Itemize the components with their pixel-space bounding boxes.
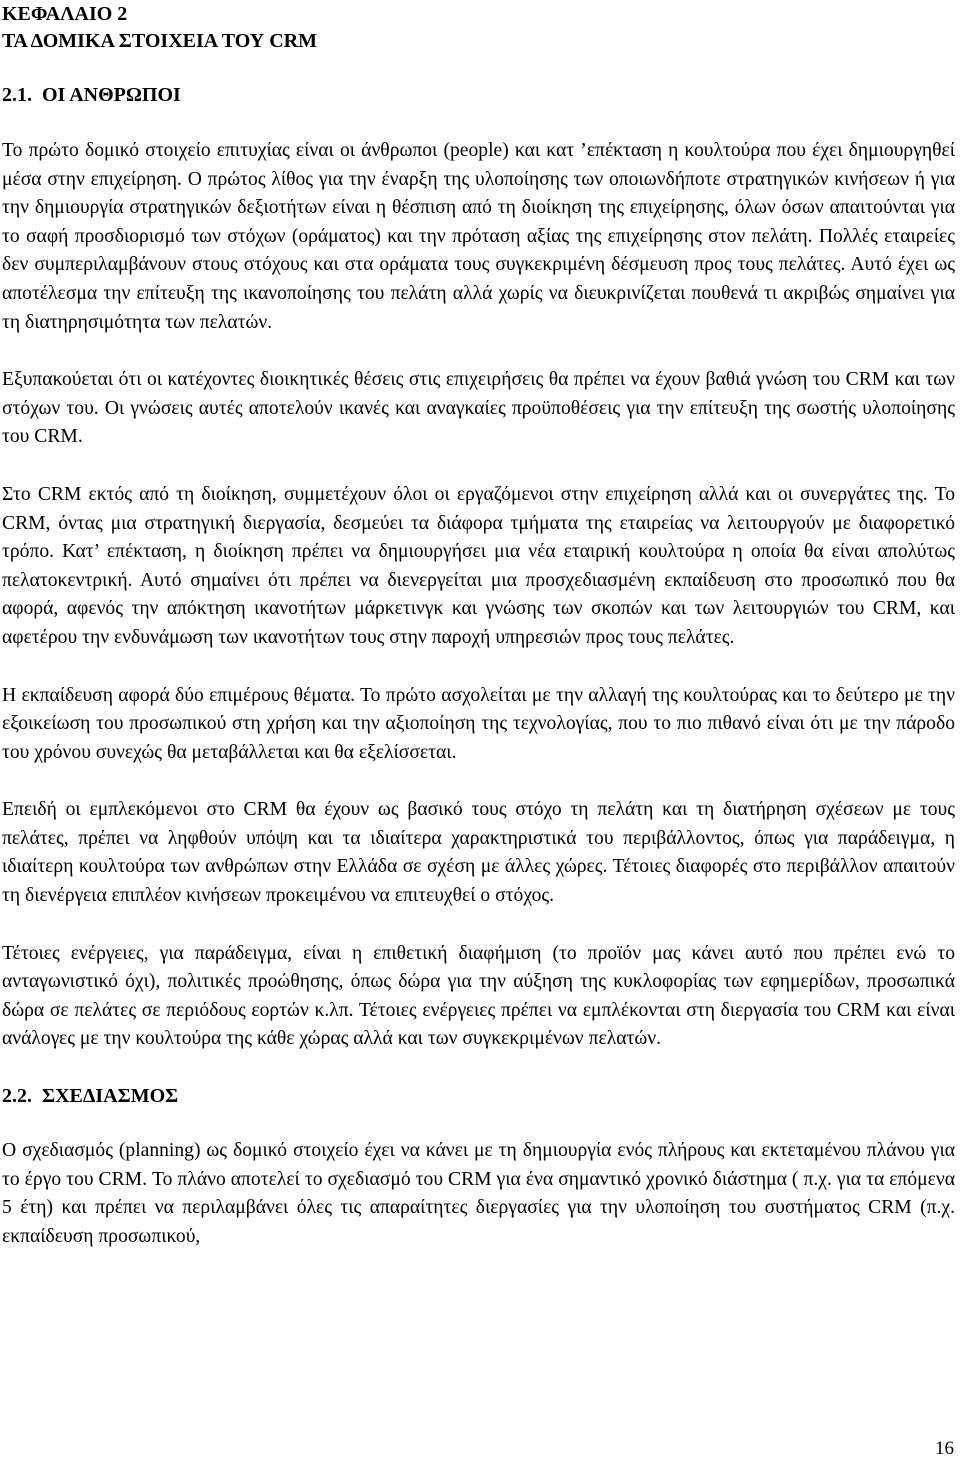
chapter-header <box>2 0 955 55</box>
paragraph-people-4: Η εκπαίδευση αφορά δύο επιμέρους θέματα. Το πρώτο ασχολείται με την αλλαγή της κουλτούρας και το δεύτερο με την εξοικείωση του προσωπικού στη χρήση και την αξιοποίηση της τεχνολογίας, που το πιο πιθανό είναι ότι με την πάροδο του χρόνου συνεχώς θα μεταβάλλεται και θα εξελίσσεται. <box>2 684 955 763</box>
chapter-title: ΤΑ ΔΟΜΙΚΑ ΣΤΟΙΧΕΙΑ ΤΟΥ CRM <box>2 30 317 52</box>
page-number: 16 <box>935 1438 954 1459</box>
section-people <box>2 82 955 1054</box>
section-heading-planning: 2.2. ΣΧΕΔΙΑΣΜΟΣ <box>2 1085 179 1108</box>
chapter-label: ΚΕΦΑΛΑΙΟ 2 <box>2 3 128 25</box>
document-page <box>2 0 955 1251</box>
paragraph-people-6: Τέτοιες ενέργειες, για παράδειγμα, είναι η επιθετική διαφήμιση (το προϊόν μας κάνει αυτό που πρέπει ενώ το ανταγωνιστικό όχι), πολιτικές προώθησης, όπως δώρα για την αύξηση της κυκλοφορίας των εφημερίδων, προσωπικά δώρα σε πελάτες σε περιόδους εορτών κ.λπ. Τέτοιες ενέργειες πρέπει να εμπλέκονται στη διεργασία του CRM και είναι ανάλογες με την κουλτούρα της κάθε χώρας αλλά και των συγκεκριμένων πελατών. <box>2 942 955 1050</box>
paragraph-planning-1: Ο σχεδιασμός (planning) ως δομικό στοιχείο έχει να κάνει με τη δημιουργία ενός πλήρους και εκτεταμένου πλάνου για το έργο του CRM. Το πλάνο αποτελεί το σχεδιασμό του CRM για ένα σημαντικό χρονικό διάστημα ( π.χ. για τα επόμενα 5 έτη) και πρέπει να περιλαμβάνει όλες τις απαραίτητες διεργασίες για την υλοποίηση του συστήματος CRM (π.χ. εκπαίδευση προσωπικού, <box>2 1140 955 1247</box>
section-heading-people: 2.1. ΟΙ ΑΝΘΡΩΠΟΙ <box>2 84 181 106</box>
paragraph-people-3: Στο CRM εκτός από τη διοίκηση, συμμετέχουν όλοι οι εργαζόμενοι στην επιχείρηση αλλά και οι συνεργάτες της. Το CRM, όντας μια στρατηγική διεργασία, δεσμεύει τα διάφορα τμήματα της εταιρείας να λειτουργούν με διαφορετικό τρόπο. Κατ’ επέκταση, η διοίκηση πρέπει να δημιουργήσει μια νέα εταιρική κουλτούρα η οποία θα είναι απολύτως πελατοκεντρική. Αυτό σημαίνει ότι πρέπει να διενεργείται μια προσχεδιασμένη εκπαίδευση στο προσωπικό που θα αφορά, αφενός την απόκτηση ικανοτήτων μάρκετινγκ και γνώσης των σκοπών και των λειτουργιών του CRM, και αφετέρου την ενδυνάμωση των ικανοτήτων τους στην παροχή υπηρεσιών προς τους πελάτες. <box>2 483 955 648</box>
paragraph-people-5: Επειδή οι εμπλεκόμενοι στο CRM θα έχουν ως βασικό τους στόχο τη πελάτη και τη διατήρηση σχέσεων με τους πελάτες, πρέπει να ληφθούν υπόψη και τα ιδιαίτερα χαρακτηριστικά του περιβάλλοντος, όπως για παράδειγμα, η ιδιαίτερη κουλτούρα των ανθρώπων στην Ελλάδα σε σχέση με άλλες χώρες. Τέτοιες διαφορές στο περιβάλλον απαιτούν τη διενέργεια επιπλέον κινήσεων προκειμένου να επιτευχθεί ο στόχος. <box>2 799 955 907</box>
paragraph-people-1: Το πρώτο δομικό στοιχείο επιτυχίας είναι οι άνθρωποι (people) και κατ ’επέκταση η κουλτούρα που έχει δημιουργηθεί μέσα στην επιχείρηση. Ο πρώτος λίθος για την έναρξη της υλοποίησης των οποιωνδήποτε στρατηγικών κινήσεων ή για την δημιουργία στρατηγικών δεξιοτήτων είναι η θέσπιση από τη διοίκηση της επιχείρησης, όλων όσων απαιτούνται για το σαφή προσδιορισμό των στόχων (οράματος) και την πρόταση αξίας της επιχείρησης στον πελάτη. Πολλές εταιρείες δεν συμπεριλαμβάνουν στους στόχους και στα οράματα τους συγκεκριμένη δέσμευση προς τους πελάτες. Αυτό έχει ως αποτέλεσμα την επίτευξη της ικανοποίησης του πελάτη αλλά χωρίς να διευκρινίζεται πουθενά τι ακριβώς σημαίνει για τη διατηρησιμότητα των πελατών. <box>2 140 955 333</box>
paragraph-people-2: Εξυπακούεται ότι οι κατέχοντες διοικητικές θέσεις στις επιχειρήσεις θα πρέπει να έχουν βαθιά γνώση του CRM και των στόχων του. Οι γνώσεις αυτές αποτελούν ικανές και αναγκαίες προϋποθέσεις για την επίτευξη της σωστής υλοποίησης του CRM. <box>2 369 955 448</box>
section-planning <box>2 1083 955 1251</box>
